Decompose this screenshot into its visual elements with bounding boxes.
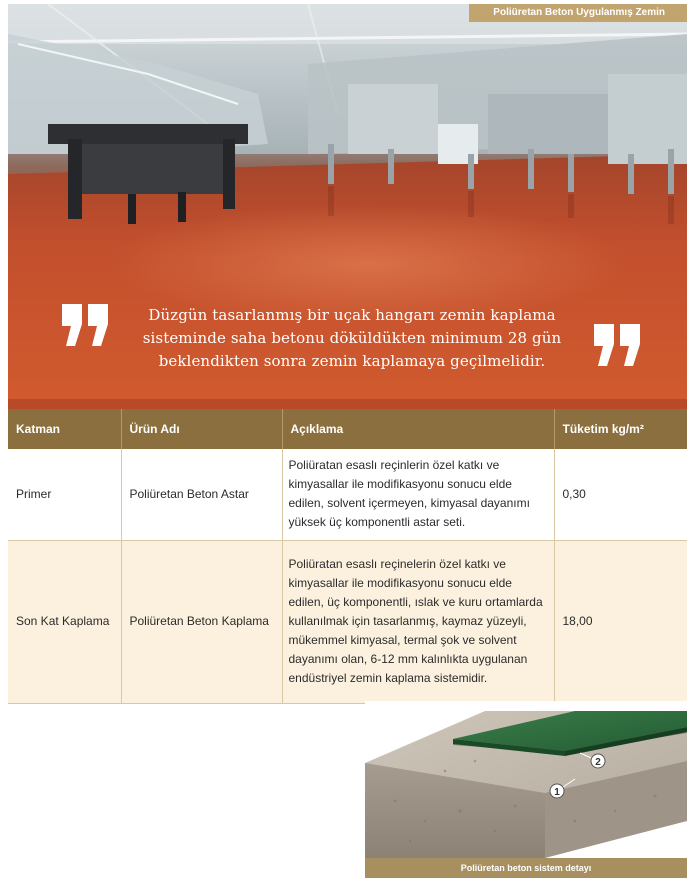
table-header-row <box>8 409 687 449</box>
cell-product: Poliüretan Beton Astar <box>121 449 282 540</box>
header-layer: Katman <box>8 409 121 449</box>
system-detail-figure <box>365 701 687 878</box>
detail-caption: Poliüretan beton sistem detayı <box>365 858 687 878</box>
table-row <box>8 449 687 540</box>
open-quote-icon <box>62 304 110 346</box>
table-row <box>8 540 687 703</box>
cell-product: Poliüretan Beton Kaplama <box>121 540 282 703</box>
hero-title-banner: Poliüretan Beton Uygulanmış Zemin <box>469 4 687 22</box>
layer-cross-section-illustration <box>365 701 687 858</box>
cell-layer: Son Kat Kaplama <box>8 540 121 703</box>
header-description: Açıklama <box>282 409 554 449</box>
svg-text:2: 2 <box>595 757 601 768</box>
cell-layer: Primer <box>8 449 121 540</box>
quote-text: Düzgün tasarlanmış bir uçak hangarı zemin kaplama sisteminde saha betonu döküldükten minimum 28 gün beklendikten sonra zemin kaplamaya geçilmelidir. <box>142 306 562 370</box>
cell-description: Poliüratan esaslı reçinelerin özel katkı ve kimyasallar ile modifikasyonu sonucu elde edilen, üç komponentli, ıslak ve kuru ortamlarda kullanılmak için tasarlanmış, kaymaz yüzeyli, mükemmel kimyasal, termal şok ve solvent dayanımı olan, 6-12 mm kalınlıkta uygulanan endüstriyel zemin kaplama sistemidir. <box>282 540 554 703</box>
cell-consumption: 0,30 <box>554 449 687 540</box>
cell-consumption: 18,00 <box>554 540 687 703</box>
close-quote-icon <box>594 324 642 366</box>
pull-quote <box>8 294 687 374</box>
cell-description: Poliüratan esaslı reçinlerin özel katkı ve kimyasallar ile modifikasyonu sonucu elde edilen, solvent içermeyen, kimyasal dayanımı yüksek üç komponentli astar seti. <box>282 449 554 540</box>
svg-text:1: 1 <box>554 787 560 798</box>
hero-photo <box>8 4 687 409</box>
coating-layers-table <box>8 409 687 704</box>
header-product: Ürün Adı <box>121 409 282 449</box>
header-consumption: Tüketim kg/m² <box>554 409 687 449</box>
